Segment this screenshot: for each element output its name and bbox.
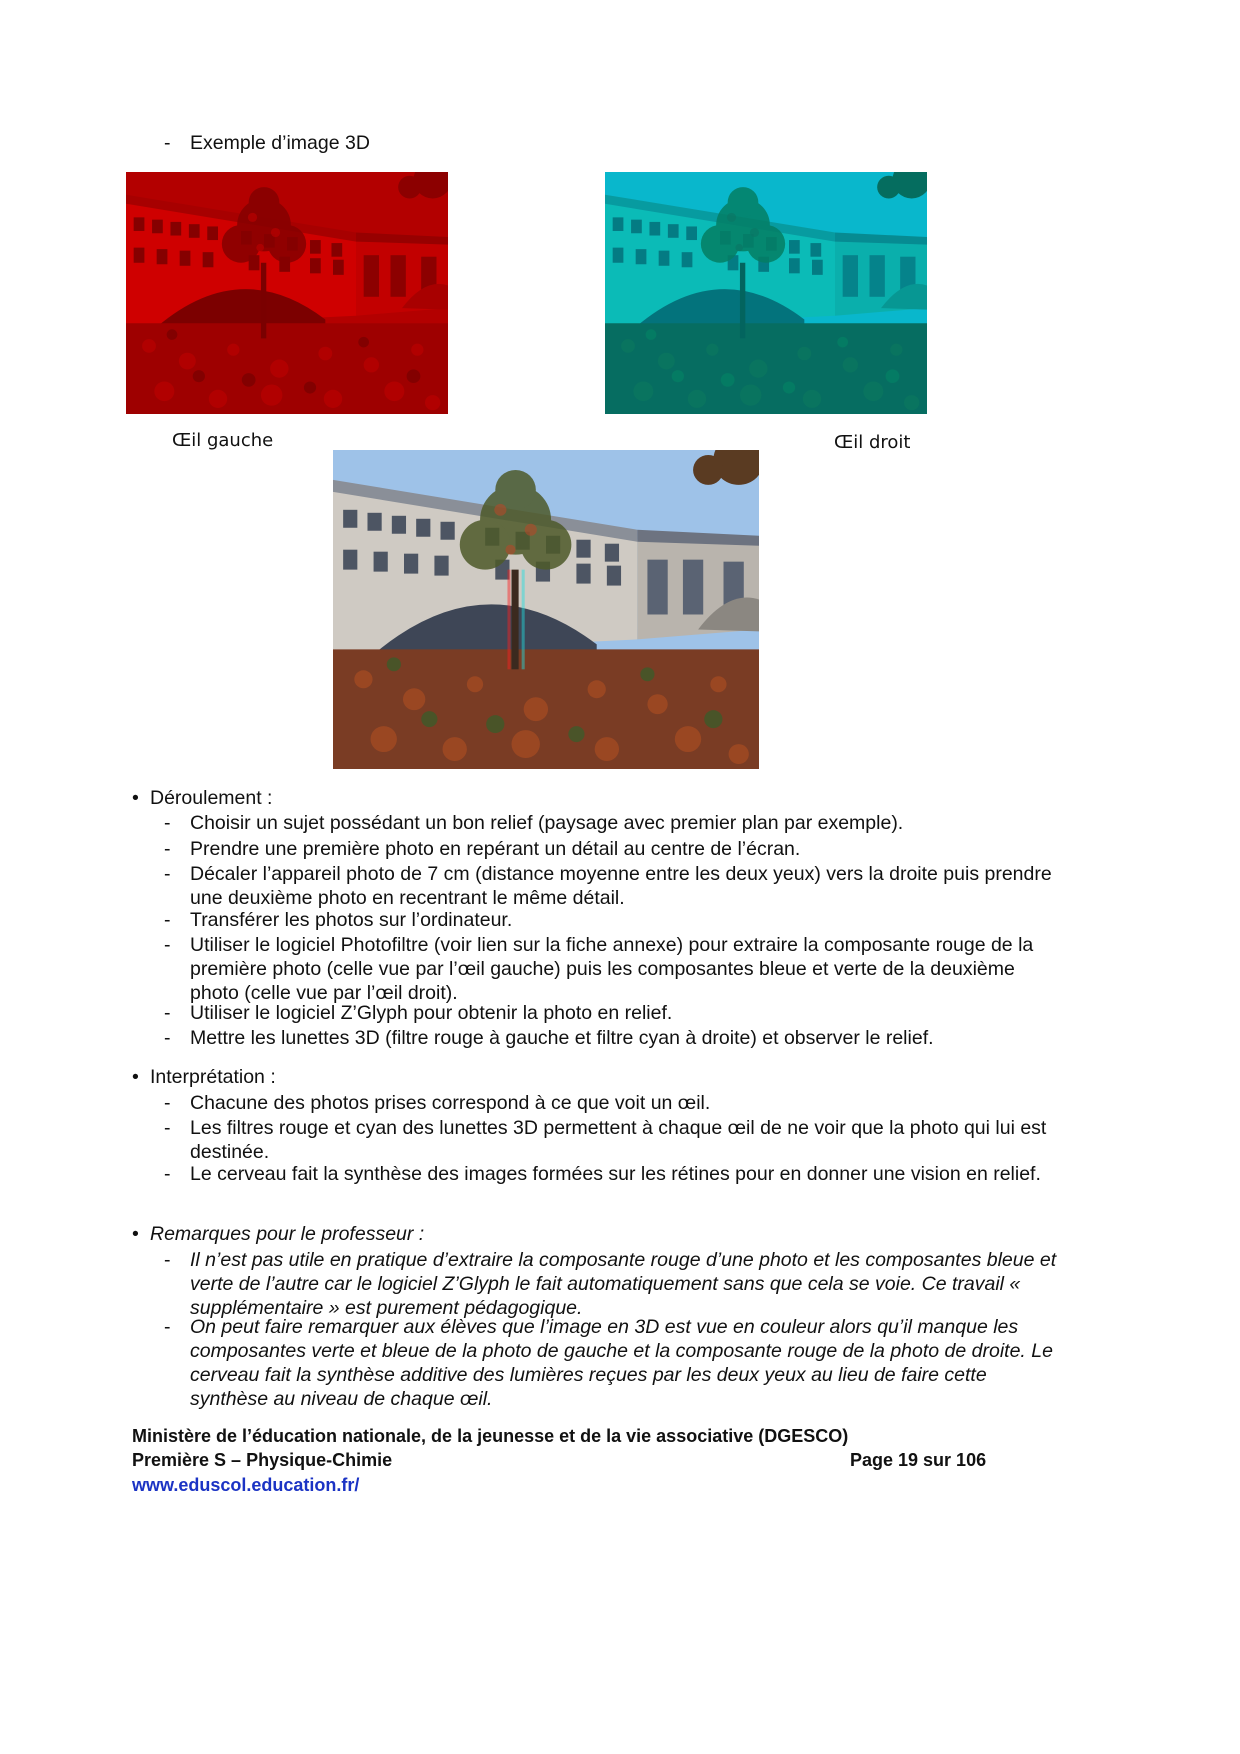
footer-page-number: Page 19 sur 106	[850, 1450, 987, 1470]
bullet-icon: •	[132, 787, 139, 809]
eduscol-link[interactable]: www.eduscol.education.fr/	[132, 1475, 360, 1495]
interpretation-title: Interprétation :	[150, 1066, 276, 1088]
footer-course: Première S – Physique-Chimie	[132, 1450, 393, 1470]
section-intro-text: Exemple d’image 3D	[190, 132, 370, 154]
footer-url[interactable]	[132, 1474, 359, 1496]
deroulement-title: Déroulement :	[150, 787, 273, 809]
bullet-icon: •	[132, 1223, 139, 1245]
interpretation-heading	[132, 1065, 276, 1089]
left-eye-caption: Œil gauche	[172, 430, 274, 451]
remarques-title: Remarques pour le professeur :	[150, 1223, 425, 1245]
bullet-icon: •	[132, 1066, 139, 1088]
left-eye-photo	[126, 172, 448, 414]
footer-ministry: Ministère de l’éducation nationale, de la jeunesse et de la vie associative (DGESCO)	[132, 1426, 849, 1446]
deroulement-heading	[132, 786, 272, 810]
right-eye-caption: Œil droit	[834, 432, 911, 453]
anaglyph-photo	[333, 450, 759, 769]
right-eye-photo	[605, 172, 927, 414]
remarques-heading	[132, 1222, 424, 1246]
dash-marker: -	[164, 132, 171, 154]
section-intro	[164, 131, 370, 155]
